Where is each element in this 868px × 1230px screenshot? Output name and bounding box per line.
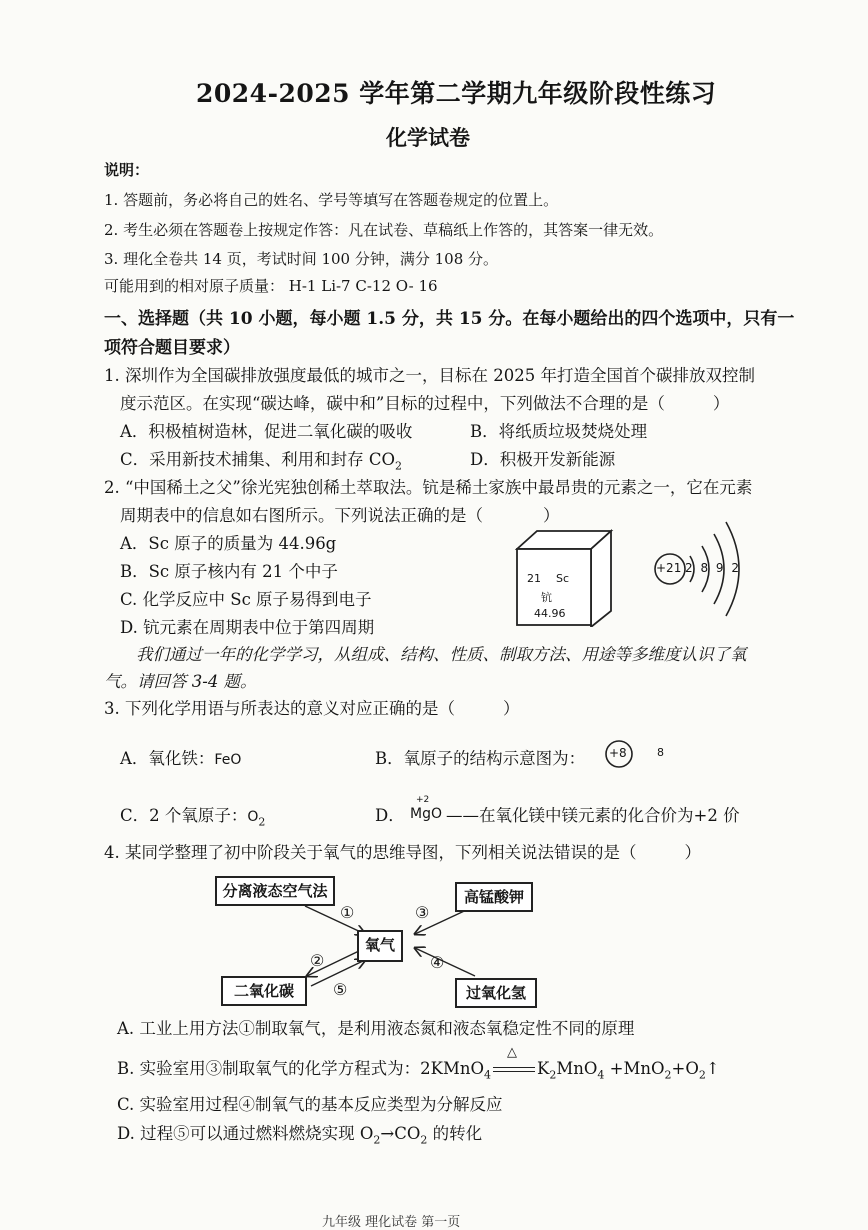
element-mass: 44.96 <box>534 607 566 620</box>
passage-text-cont: 气。请回答 3-4 题。 <box>104 672 257 691</box>
q3-stem: 3. 下列化学用语与所表达的意义对应正确的是（ ） <box>104 699 520 718</box>
map-node-oxygen: 氧气 <box>357 930 403 962</box>
q2-stem-cont: 周期表中的信息如右图所示。下列说法正确的是（ ） <box>120 506 560 525</box>
page-title: 2024-2025 学年第二学期九年级阶段性练习 <box>196 79 717 108</box>
atom-shells: 2 8 9 2 <box>685 561 741 575</box>
map-label-3: ③ <box>415 903 430 922</box>
map-node-h2o2: 过氧化氢 <box>455 978 537 1008</box>
passage-text: 我们通过一年的化学学习，从组成、结构、性质、制取方法、用途等多维度认识了氧 <box>136 645 747 664</box>
map-label-1: ① <box>340 903 355 922</box>
heat-symbol: △ <box>507 1045 517 1060</box>
q2-option-b: B．Sc 原子核内有 21 个中子 <box>120 562 338 581</box>
map-node-permanganate: 高锰酸钾 <box>455 882 533 912</box>
instruction-item: 3. 理化全卷共 14 页，考试时间 100 分钟，满分 108 分。 <box>104 250 499 268</box>
q2-stem: 2. “中国稀土之父”徐光宪独创稀土萃取法。钪是稀土家族中最昂贵的元素之一，它在元素 <box>104 478 753 497</box>
element-number: 21 <box>527 572 541 585</box>
q1-stem: 1. 深圳作为全国碳排放强度最低的城市之一，目标在 2025 年打造全国首个碳排放双控制 <box>104 366 755 385</box>
q3-option-a: A．氧化铁：FeO <box>120 749 242 768</box>
q1-option-d: D．积极开发新能源 <box>470 450 616 469</box>
map-label-2: ② <box>310 951 325 970</box>
q3-option-b: B．氧原子的结构示意图为： <box>375 749 586 768</box>
q1-option-a: A．积极植树造林，促进二氧化碳的吸收 <box>120 422 413 441</box>
map-label-5: ⑤ <box>333 980 348 999</box>
q4-option-b: B. 实验室用③制取氧气的化学方程式为：2KMnO$_4$ △ $K_2MnO_4$ $+MnO_2+O_2↑$ <box>117 1045 720 1082</box>
q4-stem: 4. 某同学整理了初中阶段关于氧气的思维导图，下列相关说法错误的是（ ） <box>104 843 701 862</box>
q1-option-b: B．将纸质垃圾焚烧处理 <box>470 422 648 441</box>
oxygen-nucleus-label: +8 <box>609 746 627 760</box>
q4-option-d: D. 过程⑤可以通过燃料燃烧实现 $O_2\to CO_2$ 的转化 <box>117 1124 483 1147</box>
q1-stem-cont: 度示范区。在实现“碳达峰，碳中和”目标的过程中，下列做法不合理的是（ ） <box>120 394 730 413</box>
oxygen-shell-label: 8 <box>657 746 664 759</box>
page-subtitle: 化学试卷 <box>386 125 470 150</box>
instruction-item: 2. 考生必须在答题卷上按规定作答：凡在试卷、草稿纸上作答的，其答案一律无效。 <box>104 221 664 239</box>
mgo-formula: MgO <box>410 806 442 822</box>
instructions-heading: 说明： <box>104 161 150 179</box>
atom-nucleus: +21 <box>656 561 682 575</box>
q4-option-c: C. 实验室用过程④制氧气的基本反应类型为分解反应 <box>117 1095 503 1114</box>
q3-option-d-text: ——在氧化镁中镁元素的化合价为+2 价 <box>446 806 740 825</box>
valence-mark: +2 <box>416 795 430 805</box>
q2-option-d: D. 钪元素在周期表中位于第四周期 <box>120 618 375 637</box>
q4-option-a: A. 工业上用方法①制取氧气，是利用液态氮和液态氧稳定性不同的原理 <box>117 1019 635 1038</box>
q2-option-c: C. 化学反应中 Sc 原子易得到电子 <box>120 590 372 609</box>
atomic-mass-line: 可能用到的相对原子质量： H-1 Li-7 C-12 O- 16 <box>104 277 438 295</box>
element-symbol: Sc <box>556 572 570 585</box>
instruction-item: 1. 答题前，务必将自己的姓名、学号等填写在答题卷规定的位置上。 <box>104 191 559 209</box>
section-heading-cont: 项符合题目要求） <box>104 338 240 358</box>
element-name: 钪 <box>541 591 552 604</box>
q1-option-c: C．采用新技术捕集、利用和封存 $CO_2$ <box>120 450 403 473</box>
q3-option-c: C．2 个氧原子：$O_2$ <box>120 806 266 829</box>
map-node-air-separation: 分离液态空气法 <box>215 876 335 906</box>
map-label-4: ④ <box>430 953 445 972</box>
section-heading: 一、选择题（共 10 小题，每小题 1.5 分，共 15 分。在每小题给出的四个选项中，只有一 <box>104 309 795 329</box>
q2-option-a: A．Sc 原子的质量为 44.96g <box>120 534 337 553</box>
page-footer: 九年级 理化试卷 第一页 <box>322 1215 461 1230</box>
map-node-co2: 二氧化碳 <box>221 976 307 1006</box>
q3-option-d-label: D． <box>375 806 405 825</box>
